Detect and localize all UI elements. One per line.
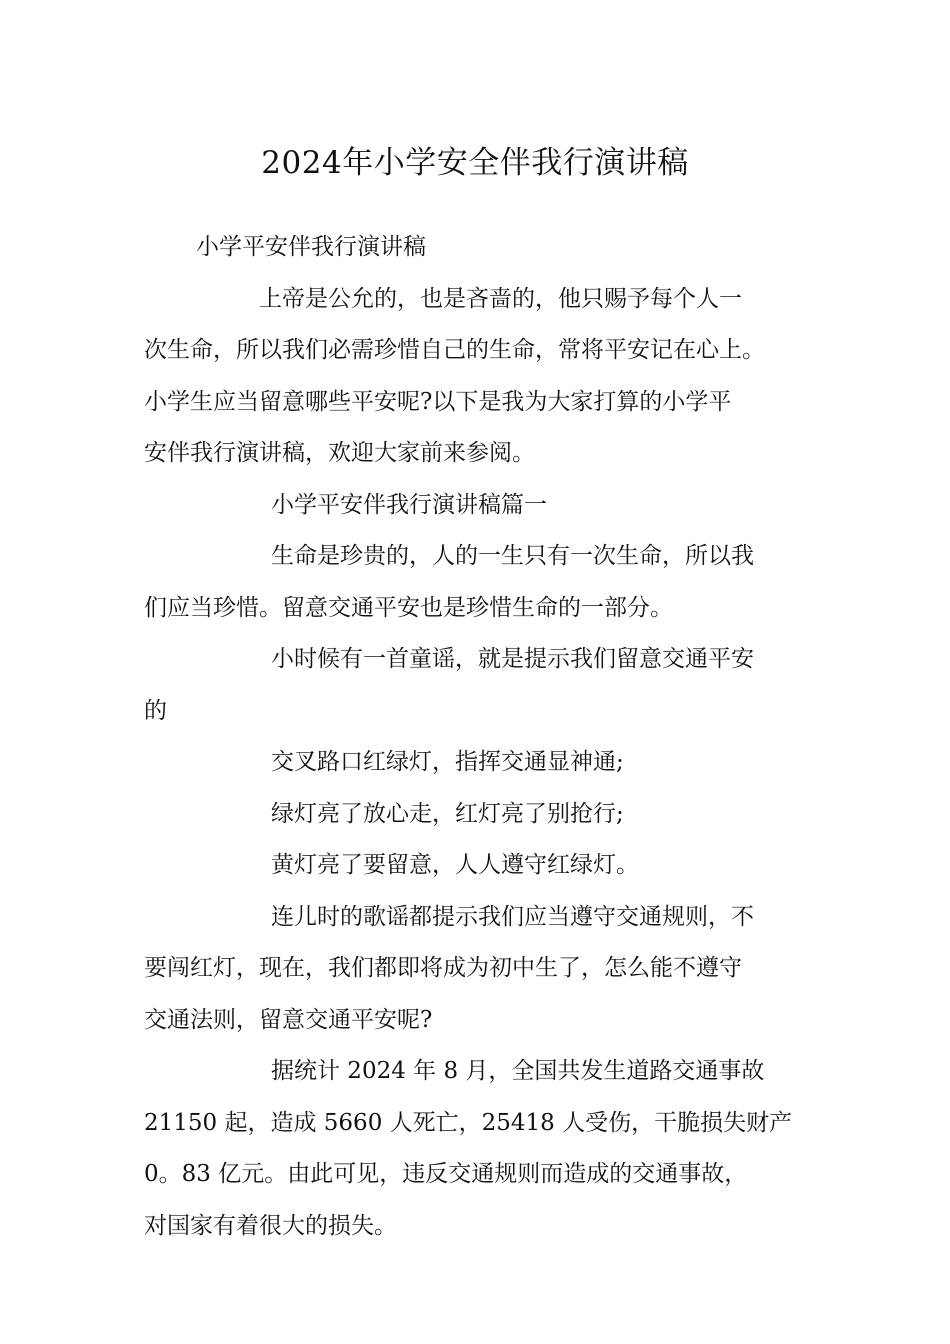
- paragraph-line: 小时候有一首童谣，就是提示我们留意交通平安: [271, 646, 754, 672]
- subtitle-line: 小学平安伴我行演讲稿: [196, 234, 426, 260]
- paragraph-line: 小学生应当留意哪些平安呢?以下是我为大家打算的小学平: [144, 388, 732, 415]
- paragraph-line: 的: [144, 697, 167, 724]
- paragraph-line: 0。83 亿元。由此可见，违反交通规则而造成的交通事故，: [144, 1161, 748, 1187]
- paragraph-line: 上帝是公允的，也是吝啬的，他只赐予每个人一: [259, 285, 742, 312]
- paragraph-line: 安伴我行演讲稿，欢迎大家前来参阅。: [144, 440, 535, 466]
- document-body: [144, 222, 806, 1252]
- paragraph-line: 据统计 2024 年 8 月，全国共发生道路交通事故: [271, 1058, 765, 1084]
- paragraph-line: 交通法则，留意交通平安呢?: [144, 1006, 433, 1033]
- section-heading: 小学平安伴我行演讲稿篇一: [271, 491, 547, 518]
- paragraph-line: 生命是珍贵的，人的一生只有一次生命，所以我: [271, 543, 754, 569]
- verse-line: 绿灯亮了放心走，红灯亮了别抢行;: [271, 800, 624, 827]
- paragraph-line: 们应当珍惜。留意交通平安也是珍惜生命的一部分。: [144, 594, 673, 621]
- verse-line: 黄灯亮了要留意，人人遵守红绿灯。: [271, 852, 639, 878]
- page-title: 2024年小学安全伴我行演讲稿: [261, 145, 689, 181]
- verse-line: 交叉路口红绿灯，指挥交通显神通;: [271, 749, 624, 775]
- paragraph-line: 对国家有着很大的损失。: [144, 1212, 397, 1239]
- paragraph-line: 次生命，所以我们必需珍惜自己的生命，常将平安记在心上。: [144, 337, 765, 363]
- paragraph-line: 21150 起，造成 5660 人死亡，25418 人受伤，干脆损失财产: [144, 1109, 793, 1136]
- paragraph-line: 连儿时的歌谣都提示我们应当遵守交通规则，不: [271, 903, 754, 930]
- paragraph-line: 要闯红灯，现在，我们都即将成为初中生了，怎么能不遵守: [144, 955, 742, 981]
